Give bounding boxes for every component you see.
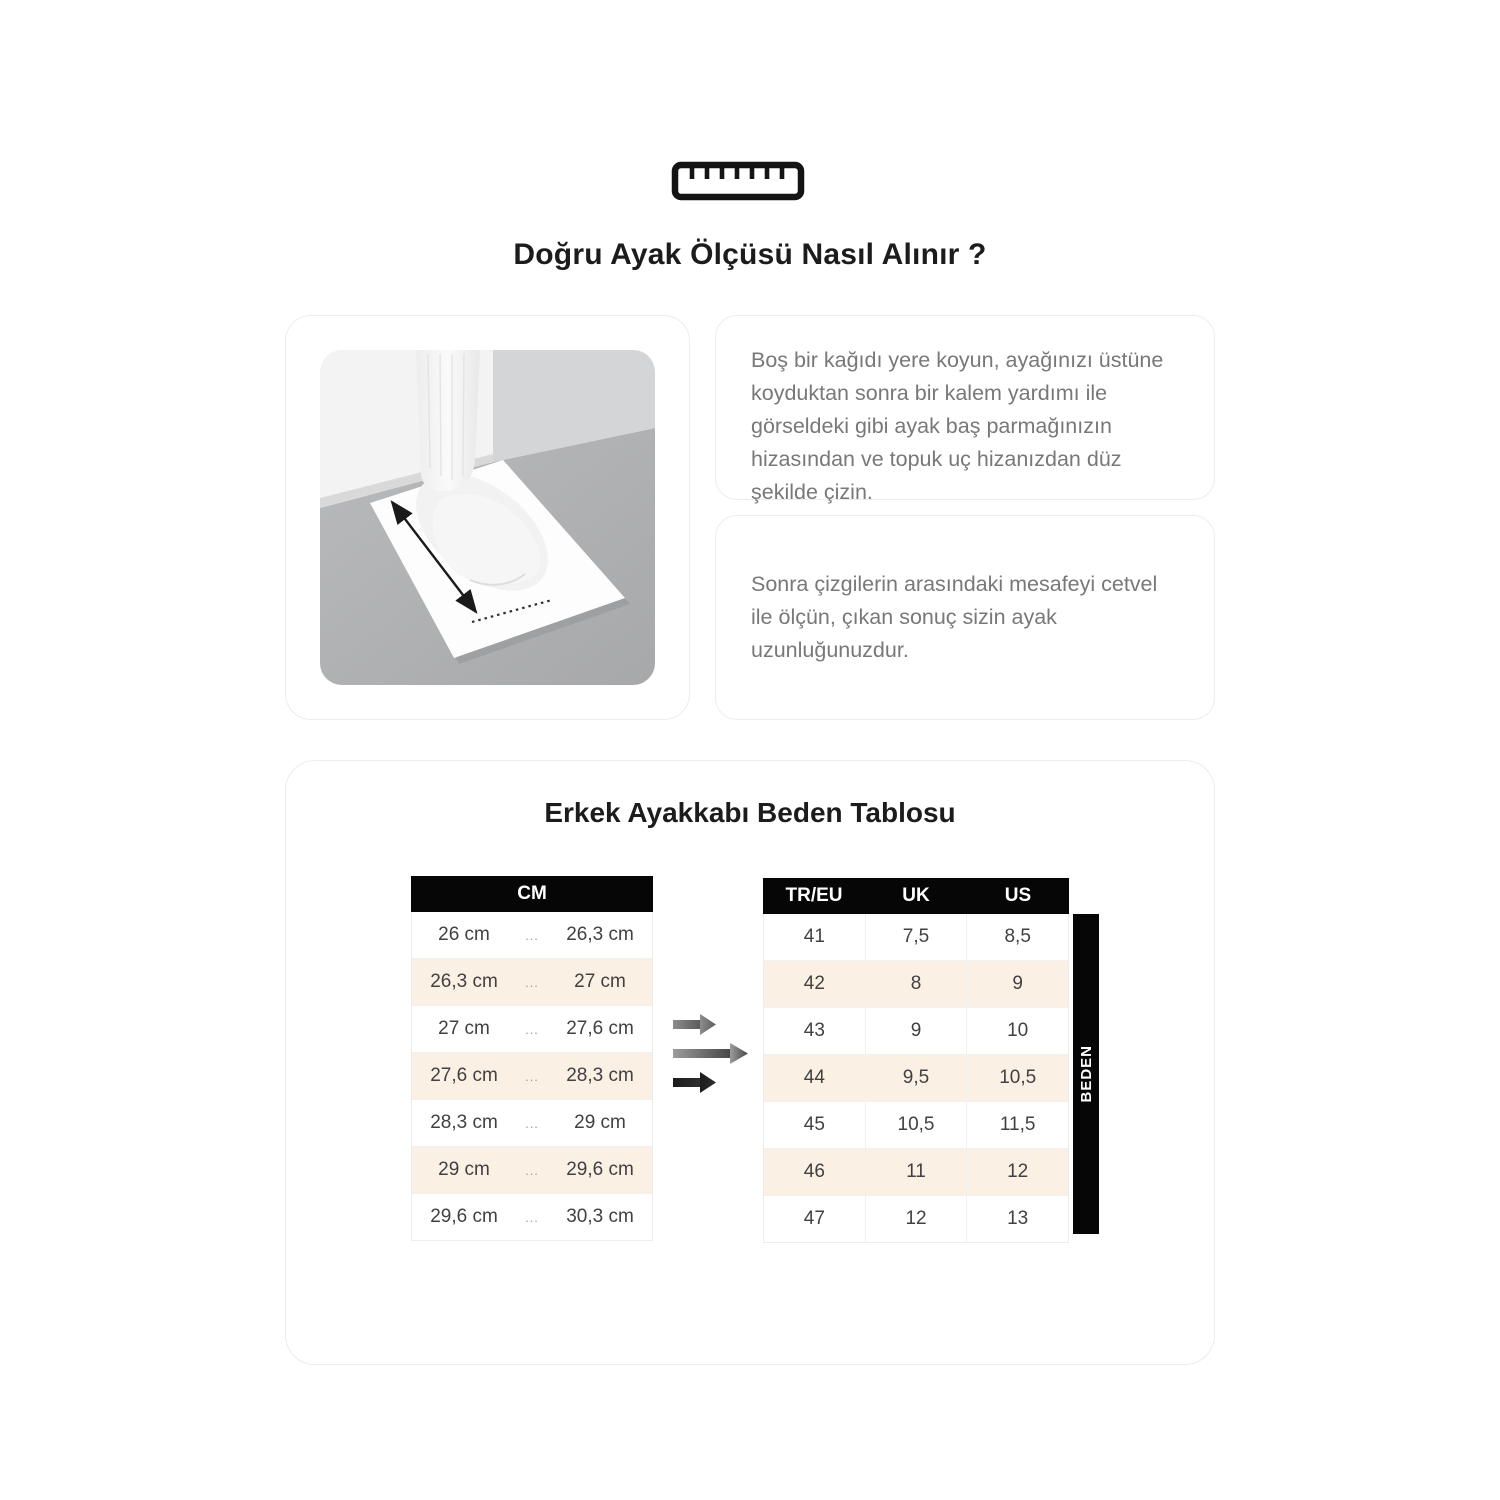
size-cell-treu: 44 [803,1067,825,1088]
instruction-text-draw: Boş bir kağıdı yere koyun, ayağınızı üstüne koyduktan sonra bir kalem yardımı ile görseldeki gibi ayak baş parmağınızın hizasından ve topuk uç hizanızdan düz şekilde çizin. [751,348,1164,504]
beden-label-text: BEDEN [1077,1045,1095,1103]
size-table-header-row [763,878,1069,914]
cm-table-header: CM [411,876,653,912]
size-table-body [763,914,1069,1243]
instruction-card-draw [715,315,1215,504]
cm-table-body [411,912,653,1241]
size-cell-us: 13 [966,1196,1068,1242]
cm-from-value: 27 cm [438,1018,490,1039]
foot-measurement-photo [320,350,655,685]
range-dots: ... [525,1115,539,1131]
size-cell-uk: 9 [865,1008,967,1054]
size-row [764,1054,1068,1101]
size-row [764,914,1068,960]
cm-range-row [412,1005,652,1052]
size-table-header-us: US [1004,885,1032,906]
cm-from-value: 26,3 cm [430,971,498,992]
size-cell-us: 10,5 [966,1055,1068,1101]
range-dots: ... [525,1068,539,1084]
size-cell-uk: 10,5 [865,1102,967,1148]
size-cell-treu: 41 [803,926,825,947]
conversion-arrows-icon [671,1012,753,1098]
cm-to-value: 26,3 cm [566,924,634,945]
cm-range-row [412,958,652,1005]
cm-from-value: 29,6 cm [430,1206,498,1227]
size-table-header-uk: UK [902,885,930,906]
size-cell-us: 9 [966,961,1068,1007]
size-chart-card [285,760,1215,1365]
size-table-header-treu: TR/EU [785,885,843,906]
cm-from-value: 28,3 cm [430,1112,498,1133]
cm-to-value: 27 cm [574,971,626,992]
size-row [764,1101,1068,1148]
size-chart-title: Erkek Ayakkabı Beden Tablosu [544,797,956,828]
cm-to-value: 29 cm [574,1112,626,1133]
range-dots: ... [525,974,539,990]
instruction-text-measure: Sonra çizgilerin arasındaki mesafeyi cetvel ile ölçün, çıkan sonuç sizin ayak uzunluğunuzdur. [751,572,1158,662]
size-cell-uk: 7,5 [865,914,967,960]
cm-from-value: 29 cm [438,1159,490,1180]
page-title: Doğru Ayak Ölçüsü Nasıl Alınır ? [513,238,987,271]
size-row [764,1195,1068,1242]
size-cell-us: 11,5 [966,1102,1068,1148]
size-cell-treu: 43 [803,1020,825,1041]
size-cell-uk: 12 [865,1196,967,1242]
cm-range-row [412,1052,652,1099]
cm-to-value: 28,3 cm [566,1065,634,1086]
cm-to-value: 30,3 cm [566,1206,634,1227]
range-dots: ... [525,1209,539,1225]
range-dots: ... [525,927,539,943]
size-cell-uk: 8 [865,961,967,1007]
size-cell-us: 8,5 [966,914,1068,960]
range-dots: ... [525,1021,539,1037]
cm-range-row [412,912,652,958]
cm-from-value: 27,6 cm [430,1065,498,1086]
cm-range-row [412,1099,652,1146]
range-dots: ... [525,1162,539,1178]
size-cell-treu: 46 [803,1161,825,1182]
size-cell-us: 10 [966,1008,1068,1054]
cm-range-row [412,1193,652,1240]
size-cell-treu: 42 [803,973,825,994]
measurement-photo-card [285,315,690,720]
beden-vertical-label [1073,914,1099,1234]
size-cell-treu: 47 [803,1208,825,1229]
cm-from-value: 26 cm [438,924,490,945]
cm-range-table [411,876,653,1241]
cm-range-row [412,1146,652,1193]
size-cell-treu: 45 [803,1114,825,1135]
international-size-table [763,878,1069,1243]
size-cell-us: 12 [966,1149,1068,1195]
ruler-icon [671,160,805,202]
size-row [764,1148,1068,1195]
size-row [764,1007,1068,1054]
size-cell-uk: 11 [865,1149,967,1195]
size-row [764,960,1068,1007]
size-cell-uk: 9,5 [865,1055,967,1101]
cm-to-value: 27,6 cm [566,1018,634,1039]
cm-to-value: 29,6 cm [566,1159,634,1180]
instruction-card-measure [715,515,1215,720]
